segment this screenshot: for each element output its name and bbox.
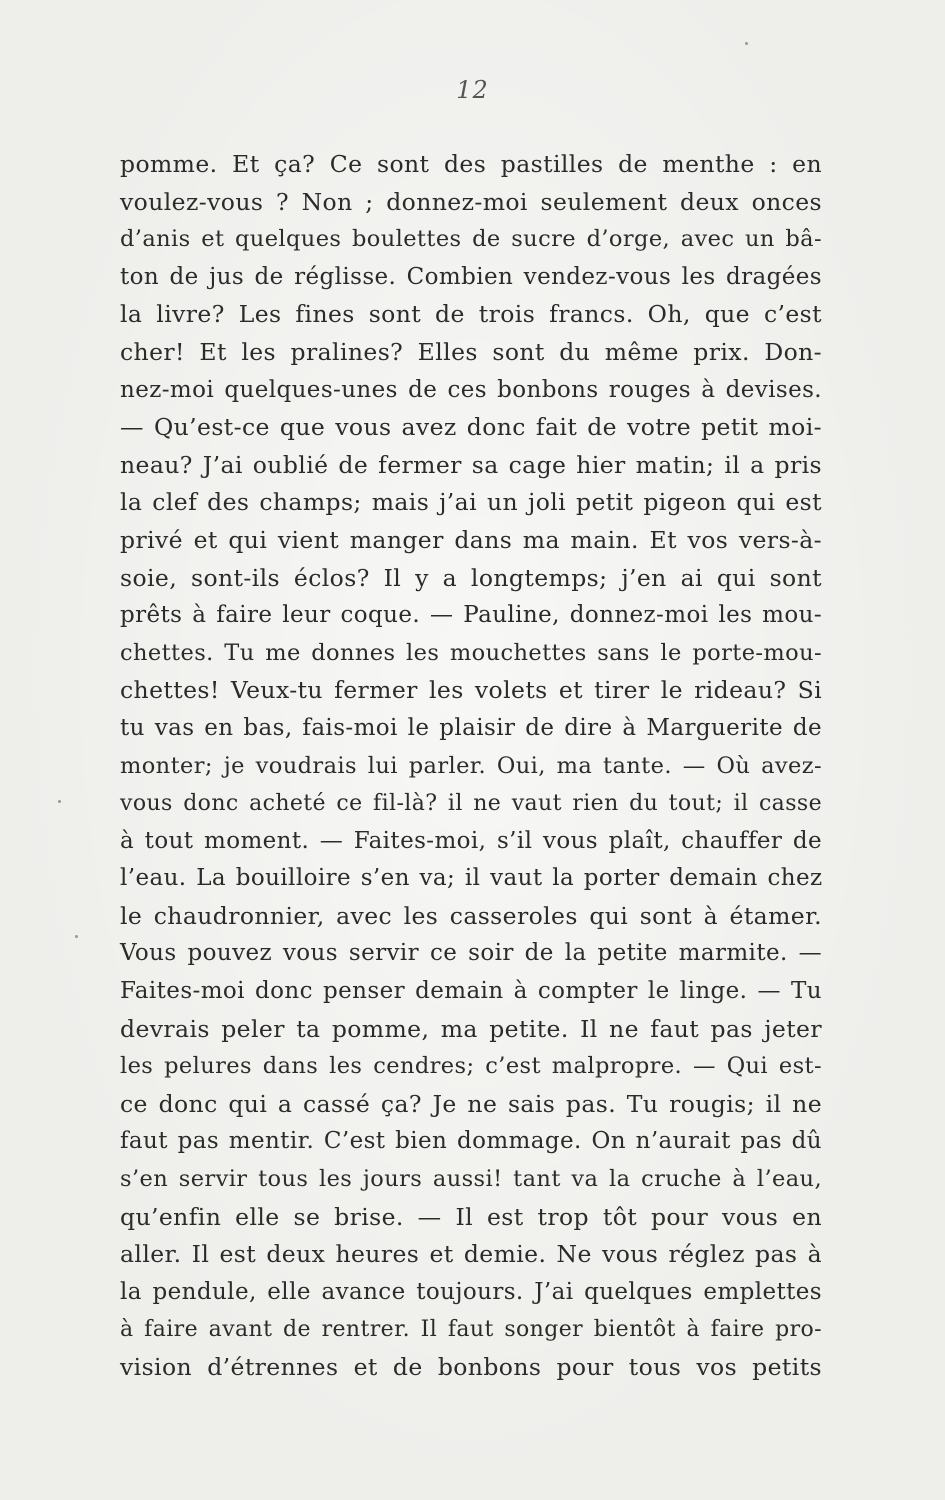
text-line: d’anis et quelques boulettes de sucre d’orge, avec un bâ-: [120, 226, 822, 253]
text-line: chettes! Veux-tu fermer les volets et tirer le rideau? Si: [120, 676, 822, 705]
text-line: Faites-moi donc penser demain à compter le linge. — Tu: [120, 978, 822, 1005]
paper-speck: [745, 42, 748, 45]
text-line: neau? J’ai oublié de fermer sa cage hier matin; il a pris: [120, 450, 822, 479]
text-line: la pendule, elle avance toujours. J’ai quelques emplettes: [120, 1278, 822, 1305]
text-line: vision d’étrennes et de bonbons pour tous vos petits: [120, 1353, 822, 1381]
text-line: monter; je voudrais lui parler. Oui, ma tante. — Où avez-: [120, 752, 822, 779]
text-line: — Qu’est-ce que vous avez donc fait de votre petit moi-: [120, 413, 822, 442]
text-line: ton de jus de réglisse. Combien vendez-vous les dragées: [120, 263, 822, 290]
text-line: vous donc acheté ce fil-là? il ne vaut rien du tout; il casse: [120, 791, 822, 817]
body-text: [120, 146, 822, 1387]
text-line: chettes. Tu me donnes les mouchettes sans le porte-mou-: [120, 639, 822, 666]
page-number: 12: [456, 76, 489, 104]
text-line: prêts à faire leur coque. — Pauline, donnez-moi les mou-: [120, 602, 822, 629]
paper-speck: [75, 935, 78, 938]
text-line: à tout moment. — Faites-moi, s’il vous plaît, chauffer de: [120, 827, 822, 854]
text-line: ce donc qui a cassé ça? Je ne sais pas. Tu rougis; il ne: [120, 1089, 822, 1118]
text-line: l’eau. La bouilloire s’en va; il vaut la porter demain chez: [120, 865, 823, 892]
text-line: privé et qui vient manger dans ma main. Et vos vers-à-: [120, 525, 822, 554]
text-line: devrais peler ta pomme, ma petite. Il ne faut pas jeter: [120, 1014, 822, 1043]
text-line: les pelures dans les cendres; c’est malpropre. — Qui est-: [120, 1053, 822, 1080]
text-line: nez-moi quelques-unes de ces bonbons rouges à devises.: [120, 376, 822, 403]
text-line: soie, sont-ils éclos? Il y a longtemps; j’en ai qui sont: [120, 563, 822, 592]
text-line: la livre? Les fines sont de trois francs. Oh, que c’est: [120, 300, 822, 329]
text-line: pomme. Et ça? Ce sont des pastilles de menthe : en: [120, 150, 822, 178]
text-line: faut pas mentir. C’est bien dommage. On n’aurait pas dû: [120, 1128, 822, 1155]
paper-speck: [58, 800, 61, 803]
text-line: aller. Il est deux heures et demie. Ne vous réglez pas à: [120, 1240, 822, 1269]
text-line: à faire avant de rentrer. Il faut songer bientôt à faire pro-: [120, 1317, 822, 1343]
text-line: cher! Et les pralines? Elles sont du même prix. Don-: [120, 337, 822, 366]
text-line: tu vas en bas, fais-moi le plaisir de dire à Marguerite de: [120, 714, 822, 741]
text-line: qu’enfin elle se brise. — Il est trop tôt pour vous en: [120, 1202, 822, 1231]
text-line: le chaudronnier, avec les casseroles qui sont à étamer.: [120, 901, 822, 930]
text-line: voulez-vous ? Non ; donnez-moi seulement deux onces: [120, 187, 822, 216]
text-line: s’en servir tous les jours aussi! tant va la cruche à l’eau,: [120, 1166, 822, 1193]
text-line: Vous pouvez vous servir ce soir de la petite marmite. —: [120, 940, 822, 967]
text-line: la clef des champs; mais j’ai un joli petit pigeon qui est: [120, 488, 822, 517]
